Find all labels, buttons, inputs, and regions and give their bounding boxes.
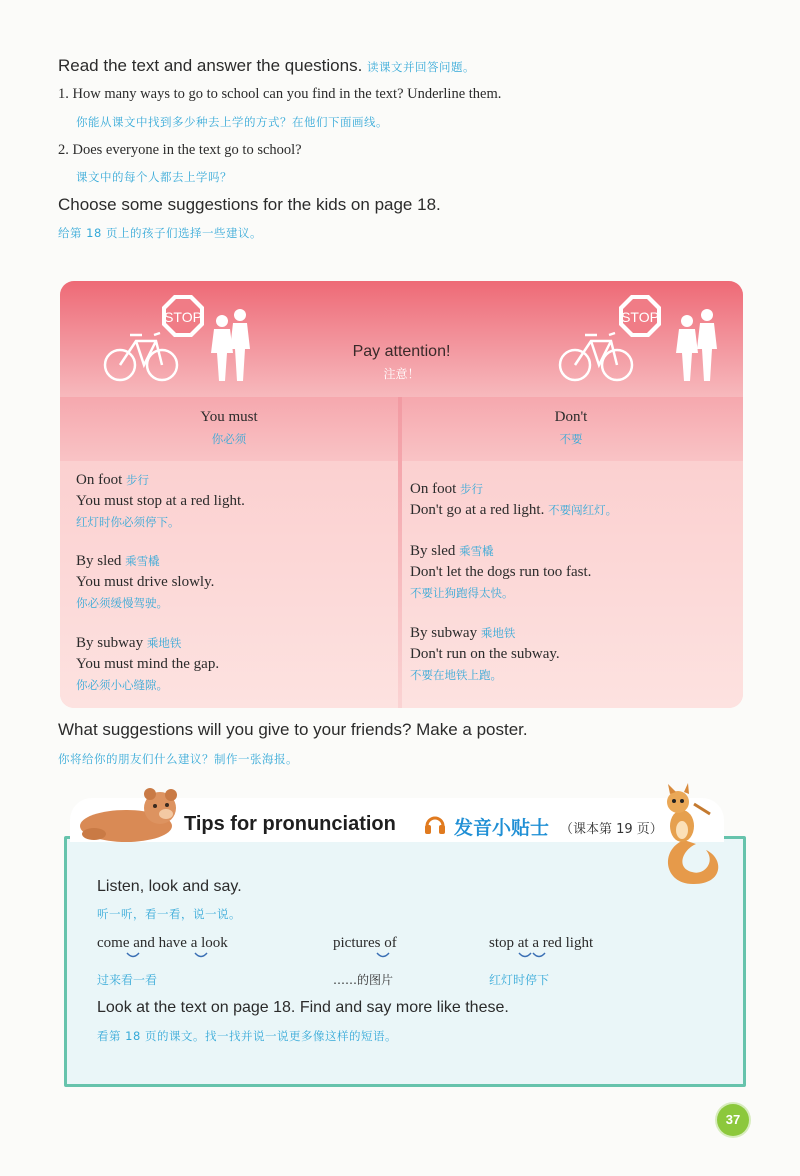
must-header: You must	[200, 409, 258, 425]
instruction-line	[58, 56, 475, 76]
pay-attention-card	[60, 281, 743, 708]
must-text-cn: 红灯时你必须停下。	[76, 515, 180, 529]
instruction-text: Read the text and answer the questions.	[58, 56, 363, 75]
must-mode: By subway	[76, 635, 144, 651]
dont-mode-cn: 乘地铁	[480, 626, 516, 640]
must-mode: On foot	[76, 472, 123, 488]
dont-mode-cn: 步行	[460, 482, 483, 496]
page-number: 37	[717, 1104, 749, 1136]
card-title-cn: 注意！	[383, 367, 420, 381]
instruction-text-cn: 读课文并回答问题。	[367, 60, 476, 74]
question-2-cn: 课文中的每个人都去上学吗？	[76, 170, 232, 184]
dont-text: Don't go at a red light.	[410, 502, 545, 518]
linking-marks	[97, 950, 657, 964]
poster-instruction: What suggestions will you give to your friends? Make a poster.	[58, 720, 528, 739]
must-mode-cn: 乘雪橇	[125, 554, 160, 568]
poster-instruction-cn: 你将给你的朋友们什么建议？制作一张海报。	[58, 752, 298, 766]
card-title: Pay attention!	[352, 343, 451, 360]
question-2: 2. Does everyone in the text go to school?	[58, 142, 302, 158]
stop-sign-text-right: STOP	[621, 309, 659, 325]
dont-mode-cn: 乘雪橇	[459, 544, 494, 558]
more-instruction: Look at the text on page 18. Find and say more like these.	[97, 999, 509, 1016]
dont-header: Don't	[554, 409, 588, 425]
tips-page-ref: （课本第 19 页）	[560, 822, 663, 837]
phrase-cn-2: ……的图片	[333, 973, 394, 987]
squirrel-icon	[654, 780, 726, 890]
phrase-cn-3: 红灯时停下	[489, 973, 550, 987]
dont-mode: By sled	[410, 543, 456, 559]
must-mode-cn: 乘地铁	[146, 636, 182, 650]
must-text: You must stop at a red light.	[76, 493, 245, 509]
question-1-cn: 你能从课文中找到多少种去上学的方式？在他们下面画线。	[76, 115, 388, 129]
must-text-cn: 你必须缓慢驾驶。	[76, 596, 168, 610]
must-text: You must mind the gap.	[76, 656, 220, 672]
phrase-cn-1: 过来看一看	[97, 973, 158, 987]
must-text-cn: 你必须小心缝隙。	[76, 678, 168, 692]
dont-item-on-foot	[410, 479, 617, 521]
phrase-come-and-have-a-look: come and have a look	[97, 935, 228, 951]
dont-text: Don't let the dogs run too fast.	[410, 564, 592, 580]
must-item-by-subway	[76, 633, 219, 696]
headphones-icon	[424, 812, 446, 836]
choose-instruction: Choose some suggestions for the kids on page 18.	[58, 195, 441, 214]
bear-icon	[74, 786, 184, 844]
must-header-cn: 你必须	[211, 432, 247, 446]
must-item-on-foot	[76, 470, 245, 533]
must-item-by-sled	[76, 551, 214, 614]
must-mode-cn: 步行	[126, 473, 149, 487]
question-1: 1. How many ways to go to school can you find in the text? Underline them.	[58, 86, 502, 102]
dont-item-by-subway	[410, 623, 560, 686]
stop-sign-text-left: STOP	[164, 309, 202, 325]
dont-text-cn: 不要让狗跑得太快。	[410, 586, 514, 600]
tips-title: Tips for pronunciation	[184, 813, 396, 835]
must-text: You must drive slowly.	[76, 574, 215, 590]
dont-mode: On foot	[410, 481, 457, 497]
listen-instruction-cn: 听一听，看一看，说一说。	[97, 907, 241, 921]
dont-mode: By subway	[410, 625, 478, 641]
dont-header-cn: 不要	[559, 432, 583, 446]
phrase-pictures-of: pictures of	[333, 935, 397, 951]
dont-text-cn: 不要闯红灯。	[548, 503, 618, 517]
dont-text: Don't run on the subway.	[410, 646, 560, 662]
phrase-stop-at-a-red-light: stop at a red light	[489, 935, 594, 951]
listen-instruction: Listen, look and say.	[97, 878, 242, 895]
more-instruction-cn: 看第 18 页的课文。找一找并说一说更多像这样的短语。	[97, 1029, 397, 1043]
must-mode: By sled	[76, 553, 122, 569]
dont-item-by-sled	[410, 541, 591, 604]
tips-title-cn: 发音小贴士	[454, 817, 550, 839]
dont-text-cn: 不要在地铁上跑。	[410, 668, 502, 682]
choose-instruction-cn: 给第 18 页上的孩子们选择一些建议。	[58, 226, 262, 240]
